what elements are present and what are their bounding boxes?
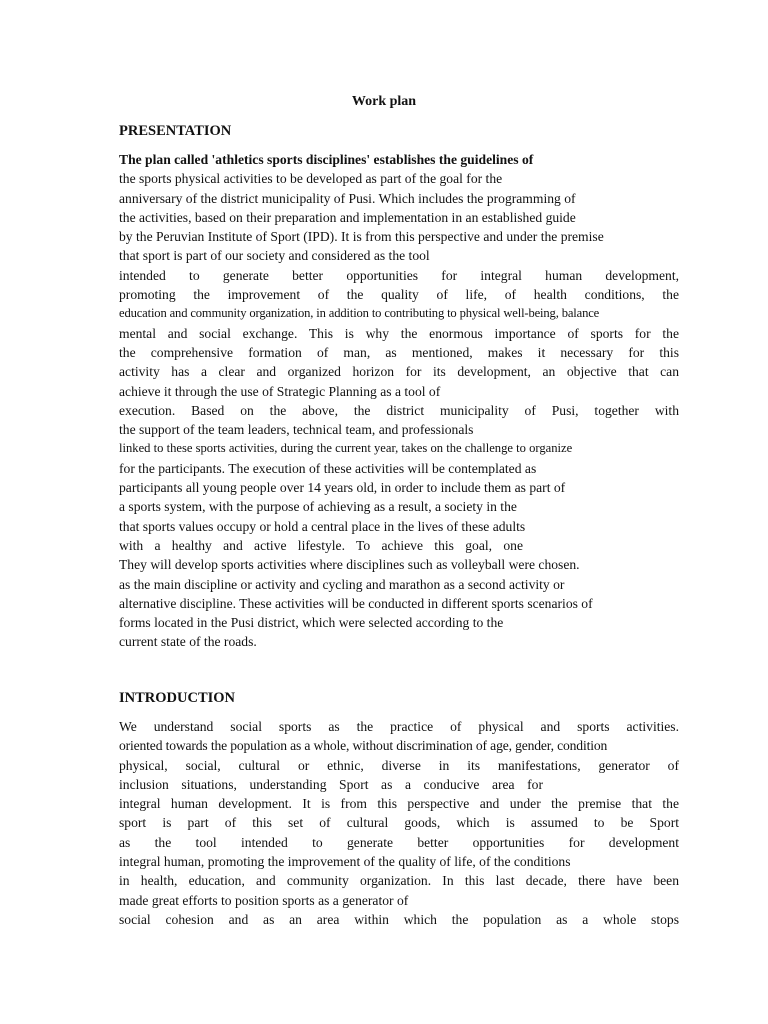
- text-line: education and community organization, in addition to contributing to physical well-being, balance: [119, 306, 600, 321]
- text-line: social cohesion and as an area within which the population as a whole stops: [119, 911, 679, 927]
- presentation-paragraph: [119, 150, 679, 652]
- text-line: integral human, promoting the improvement of the quality of life, of the conditions: [119, 854, 571, 870]
- text-line: intended to generate better opportunities for integral human development,: [119, 267, 679, 283]
- text-line: The plan called 'athletics sports disciplines' establishes the guidelines of: [119, 152, 534, 167]
- text-line: by the Peruvian Institute of Sport (IPD). It is from this perspective and under the premise: [119, 229, 604, 245]
- text-line: with a healthy and active lifestyle. To achieve this goal, one: [119, 537, 523, 553]
- text-line: achieve it through the use of Strategic Planning as a tool of: [119, 383, 441, 399]
- text-line: integral human development. It is from this perspective and under the premise that the: [119, 796, 679, 812]
- text-line: in health, education, and community organization. In this last decade, there have been: [119, 873, 679, 889]
- page-title: Work plan: [351, 94, 417, 109]
- text-line: a sports system, with the purpose of achieving as a result, a society in the: [119, 499, 517, 515]
- section-heading-introduction: INTRODUCTION: [119, 690, 236, 706]
- text-line: anniversary of the district municipality of Pusi. Which includes the programming of: [119, 190, 576, 206]
- text-line: the activities, based on their preparation and implementation in an established guide: [119, 209, 576, 225]
- text-line: that sports values occupy or hold a central place in the lives of these adults: [119, 518, 526, 534]
- text-line: promoting the improvement of the quality of life, of health conditions, the: [119, 287, 679, 303]
- text-line: They will develop sports activities where disciplines such as volleyball were chosen.: [119, 557, 580, 573]
- text-line: We understand social sports as the practice of physical and sports activities.: [119, 719, 679, 734]
- text-line: sport is part of this set of cultural goods, which is assumed to be Sport: [119, 815, 679, 831]
- text-line: activity has a clear and organized horizon for its development, an objective that can: [119, 364, 679, 380]
- text-line: the comprehensive formation of man, as mentioned, makes it necessary for this: [119, 344, 679, 360]
- text-line: as the main discipline or activity and cycling and marathon as a second activity or: [119, 576, 565, 592]
- text-line: alternative discipline. These activities will be conducted in different sports scenarios of: [119, 595, 593, 611]
- text-line: the support of the team leaders, technical team, and professionals: [119, 422, 474, 438]
- text-line: participants all young people over 14 years old, in order to include them as part of: [119, 480, 566, 496]
- introduction-paragraph: [119, 717, 679, 929]
- text-line: made great efforts to position sports as a generator of: [119, 892, 409, 908]
- text-line: inclusion situations, understanding Sport as a conducive area for: [119, 776, 543, 792]
- text-line: current state of the roads.: [119, 634, 257, 650]
- text-line: forms located in the Pusi district, which were selected according to the: [119, 615, 504, 631]
- text-line: for the participants. The execution of these activities will be contemplated as: [119, 460, 537, 476]
- text-line: mental and social exchange. This is why the enormous importance of sports for the: [119, 325, 679, 341]
- section-heading-presentation: PRESENTATION: [119, 123, 232, 139]
- text-line: as the tool intended to generate better opportunities for development: [119, 834, 679, 850]
- text-line: physical, social, cultural or ethnic, diverse in its manifestations, generator of: [119, 757, 679, 773]
- text-line: that sport is part of our society and considered as the tool: [119, 248, 430, 264]
- text-line: the sports physical activities to be developed as part of the goal for the: [119, 171, 503, 187]
- text-line: oriented towards the population as a whole, without discrimination of age, gender, condition: [119, 738, 608, 754]
- text-line: linked to these sports activities, during the current year, takes on the challenge to organize: [119, 441, 573, 456]
- text-line: execution. Based on the above, the district municipality of Pusi, together with: [119, 402, 679, 418]
